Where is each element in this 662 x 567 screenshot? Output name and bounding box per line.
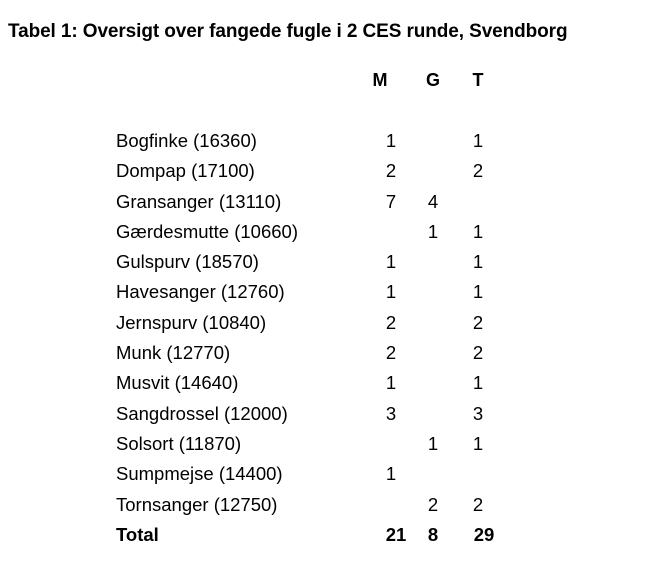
species-name: Jernspurv (10840) xyxy=(116,311,267,333)
table-row xyxy=(0,219,662,249)
count-m: 1 xyxy=(385,463,397,485)
count-t: 2 xyxy=(472,493,484,515)
total-m: 21 xyxy=(385,523,407,545)
total-t: 29 xyxy=(473,523,495,545)
table-row xyxy=(0,310,662,340)
table-row xyxy=(0,431,662,461)
table-row xyxy=(0,249,662,279)
count-g: 1 xyxy=(427,432,439,454)
count-t: 1 xyxy=(472,220,484,242)
species-name: Solsort (11870) xyxy=(116,432,242,454)
count-m: 1 xyxy=(385,130,397,151)
table-row xyxy=(0,128,662,158)
species-name: Sangdrossel (12000) xyxy=(116,402,288,424)
table-row xyxy=(0,189,662,219)
count-t: 2 xyxy=(472,311,484,333)
count-t: 1 xyxy=(472,281,484,303)
count-m: 2 xyxy=(385,342,397,364)
count-t: 1 xyxy=(472,130,484,151)
table-row xyxy=(0,279,662,309)
species-name: Sumpmejse (14400) xyxy=(116,463,283,485)
count-m: 1 xyxy=(385,281,397,303)
count-t: 2 xyxy=(472,342,484,364)
count-m: 1 xyxy=(385,372,397,394)
count-g: 4 xyxy=(427,190,439,212)
table-row xyxy=(0,158,662,188)
species-name: Bogfinke (16360) xyxy=(116,130,257,151)
total-row xyxy=(0,522,662,552)
table-row xyxy=(0,340,662,370)
total-label: Total xyxy=(116,523,159,545)
species-name: Havesanger (12760) xyxy=(116,281,285,303)
count-t: 3 xyxy=(472,402,484,424)
count-g: 1 xyxy=(427,220,439,242)
table-body xyxy=(0,128,662,552)
total-g: 8 xyxy=(427,523,439,545)
column-header-m: M xyxy=(372,70,388,90)
species-name: Gulspurv (18570) xyxy=(116,251,259,273)
count-m: 2 xyxy=(385,160,397,182)
species-name: Tornsanger (12750) xyxy=(116,493,278,515)
count-t: 2 xyxy=(472,160,484,182)
table-row xyxy=(0,401,662,431)
column-header-g: G xyxy=(425,70,440,90)
table-row xyxy=(0,370,662,400)
count-m: 7 xyxy=(385,190,397,212)
column-header-t: T xyxy=(472,70,484,90)
count-m: 2 xyxy=(385,311,397,333)
table-row xyxy=(0,461,662,491)
count-t: 1 xyxy=(472,372,484,394)
species-name: Gærdesmutte (10660) xyxy=(116,220,299,242)
species-name: Dompap (17100) xyxy=(116,160,255,182)
count-t: 1 xyxy=(472,432,484,454)
count-g: 2 xyxy=(427,493,439,515)
species-name: Musvit (14640) xyxy=(116,372,239,394)
species-name: Munk (12770) xyxy=(116,342,231,364)
count-t: 1 xyxy=(472,251,484,273)
table-title: Tabel 1: Oversigt over fangede fugle i 2 CES runde, Svendborg xyxy=(8,21,568,42)
table-row xyxy=(0,492,662,522)
count-m: 3 xyxy=(385,402,397,424)
species-name: Gransanger (13110) xyxy=(116,190,282,212)
count-m: 1 xyxy=(385,251,397,273)
